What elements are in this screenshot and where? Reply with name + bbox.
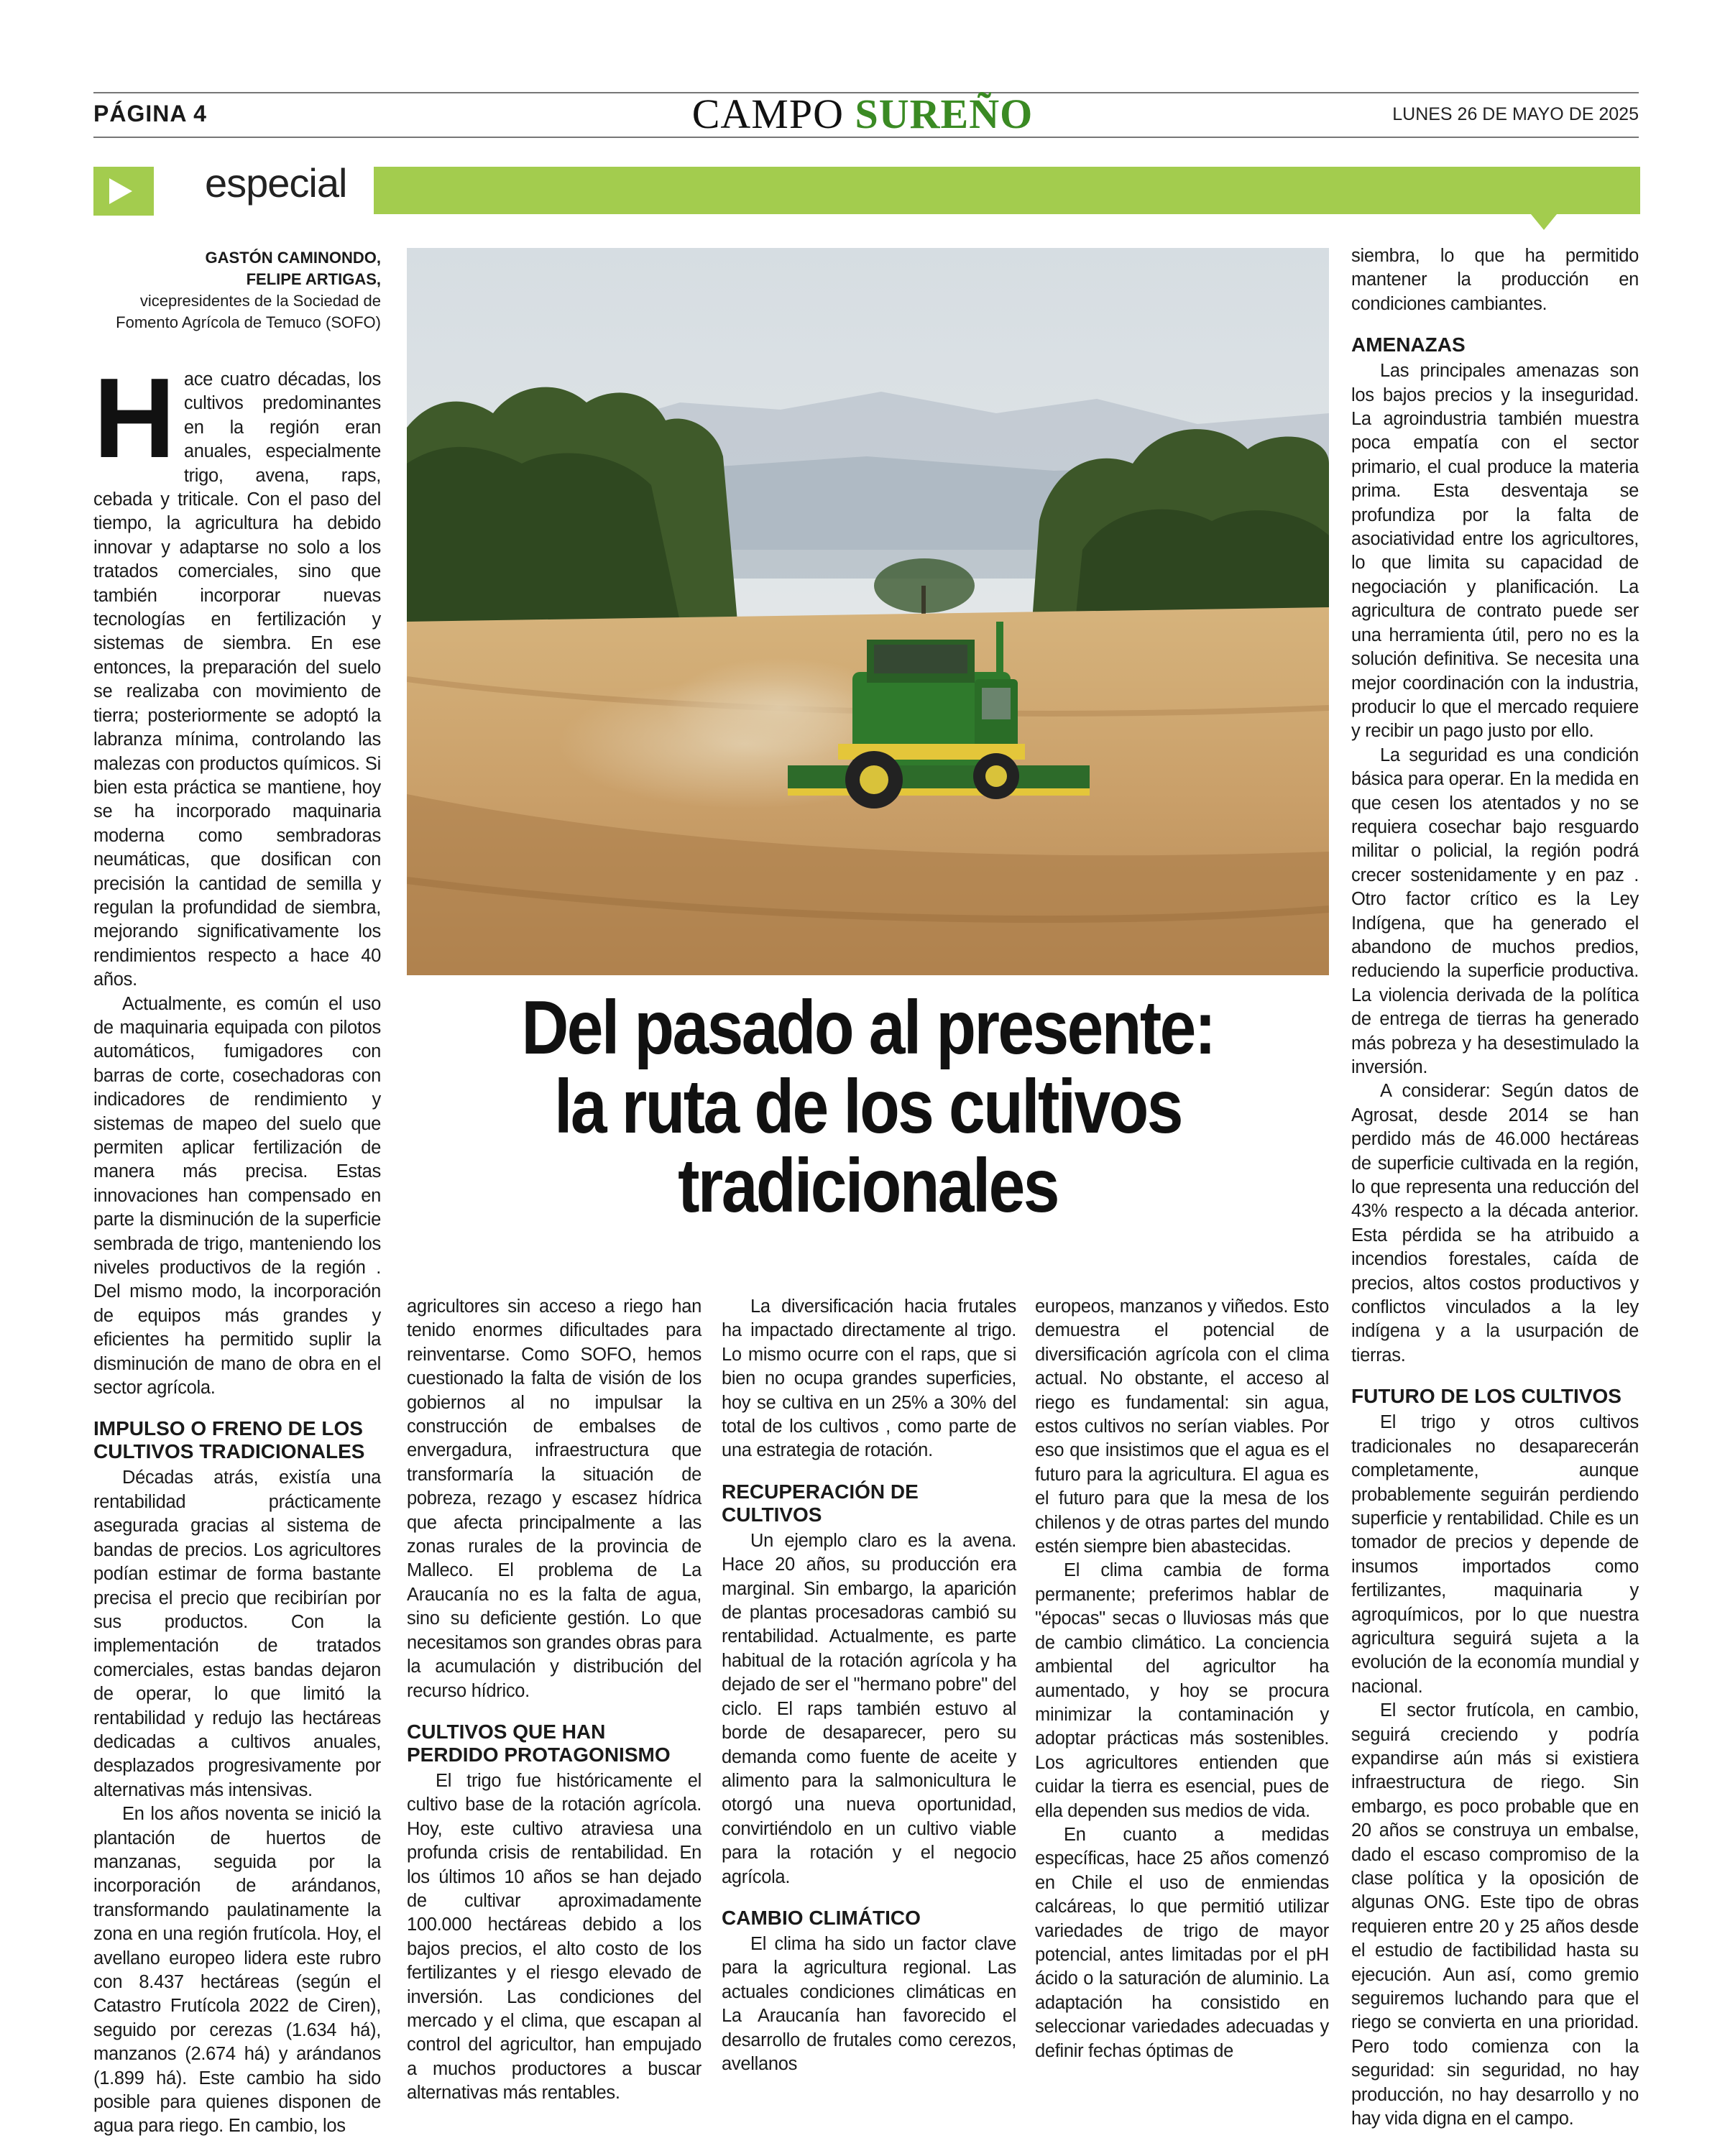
paragraph: El trigo y otros cultivos tradicionales no desaparecerán completamente, aunque probablemente seguirán perdiendo superficie y rentabilidad. Chile es un tomador de precios y depende de insumos importados como fertilizantes, maquinaria y agroquímicos, por lo que nuestra agricultura seguirá sujeta a la evolución de la economía mundial y nacional.: [1351, 1412, 1639, 1697]
section-heading: CAMBIO CLIMÁTICO: [722, 1906, 921, 1929]
article-column-4: [1035, 1295, 1329, 2063]
paragraph: Actualmente, es común el uso de maquinaria equipada con pilotos automáticos, fumigadores con barras de corte, cosechadoras con indicadores de rendimiento y sistemas de mapeo del suelo que permiten aplicar fertilización de manera más precisa. Estas innovaciones han compensado en parte la disminución de la superficie sembrada de trigo, manteniendo los niveles productivos de la región . Del mismo modo, la incorporación de equipos más grandes y eficientes ha permitido suplir la disminución de mano de obra en el sector agrícola.: [93, 993, 381, 1399]
byline-role: vicepresidentes de la Sociedad de Fomento Agrícola de Temuco (SOFO): [116, 292, 381, 331]
section-heading: CULTIVOS QUE HAN PERDIDO PROTAGONISMO: [407, 1720, 671, 1766]
paragraph: A considerar: Según datos de Agrosat, desde 2014 se han perdido más de 46.000 hectáreas de superficie cultivada en la región, lo que representa una reducción del 43% respecto a la década anterior. Esta pérdida se ha atribuido a incendios forestales, caída de precios, altos costos productivos y conflictos vinculados a la ley indígena y a la usurpación de tierras.: [1351, 1081, 1639, 1365]
paragraph-text: ace cuatro décadas, los cultivos predominantes en la región eran anuales, especialmente trigo, avena, raps, cebada y triticale. Con el paso del tiempo, la agricultura ha debido innovar y adaptarse no solo a los tratados comerciales, sino que también incorporar nuevas tecnologías en fertilización y sistemas de siembra. En ese entonces, la preparación del suelo se realizaba con movimiento de tierra; posteriormente se adoptó la labranza mínima, controlando las malezas con productos químicos. Si bien esta práctica se mantiene, hoy se ha incorporado maquinaria moderna como sembradoras neumáticas, que dosifican con precisión la cantidad de semilla y regulan la profundidad de siembra, mejorando significativamente los rendimientos respecto a hace 40 años.: [93, 369, 381, 990]
byline-author-2: FELIPE ARTIGAS,: [246, 270, 381, 288]
article-title: [472, 985, 1264, 1228]
paragraph: Un ejemplo claro es la avena. Hace 20 años, su producción era marginal. Sin embargo, la aparición de plantas procesadoras cambió su rentabilidad. Actualmente, es parte habitual de la rotación agrícola y ha dejado de ser el "hermano pobre" del ciclo. El raps también estuvo al borde de desaparecer, pero su demanda como fuente de aceite y alimento para la salmonicultura le otorgó una nueva oportunidad, convirtiéndolo en un cultivo viable para la rotación y el negocio agrícola.: [722, 1530, 1016, 1887]
article-column-1: [93, 355, 381, 2139]
masthead-part2: SUREÑO: [855, 91, 1034, 137]
paragraph: En los años noventa se inició la plantación de huertos de manzanas, seguida por la incorporación de arándanos, transformando paulatinamente la zona en una región frutícola. Hoy, el avellano europeo lidera este rubro con 8.437 hectáreas (según el Catastro Frutícola 2022 de Ciren), seguido por cerezas (1.634 há), manzanos (2.674 há) y arándanos (1.899 há). Este cambio ha sido posible para quienes disponen de agua para riego. En cambio, los: [93, 1804, 381, 2137]
paragraph: La diversificación hacia frutales ha impactado directamente al trigo. Lo mismo ocurre con el raps, que si bien no ocupa grandes superficies, hoy se cultiva en un 25% a 30% del total de los cultivos , como parte de una estrategia de rotación.: [722, 1296, 1016, 1461]
article-column-3: [722, 1295, 1016, 2076]
article-column-2: [407, 1295, 702, 2106]
paragraph: Décadas atrás, existía una rentabilidad prácticamente asegurada gracias al sistema de bandas de precios. Los agricultores podían estimar de forma bastante precisa el precio que recibirían por sus productos. Con la implementación de tratados comerciales, estas bandas dejaron de operar, lo que limitó la rentabilidad y redujo las hectáreas dedicadas a cultivos anuales, desplazados progresivamente por alternativas más intensivas.: [93, 1468, 381, 1800]
title-line-3: tradicionales: [678, 1143, 1058, 1228]
header-bottom-rule: [93, 137, 1639, 138]
section-heading: RECUPERACIÓN DE CULTIVOS: [722, 1480, 919, 1526]
section-band-notch: [1531, 214, 1557, 230]
paragraph: Las principales amenazas son los bajos precios y la inseguridad. La agroindustria también muestra poca empatía con el sector primario, el cual produce la materia prima. Esta desventaja se profundiza por la falta de asociatividad entre los agricultores, lo que limita su capacidad de negociación y planificación. La agricultura de contrato puede ser una herramienta útil, pero no es la solución definitiva. Se necesita una mejor coordinación con la industria, producir lo que el mercado requiere y recibir un pago justo por ello.: [1351, 361, 1639, 742]
byline-author-1: GASTÓN CAMINONDO,: [205, 249, 381, 267]
title-line-1: Del pasado al presente:: [521, 985, 1215, 1070]
paragraph: El sector frutícola, en cambio, seguirá creciendo y podría expandirse aún más si existiera infraestructura de riego. Sin embargo, es poco probable que en 20 años se construya un embalse, dado el escaso compromiso de la clase política y la oposición de algunas ONG. Este tipo de obras requieren entre 20 y 25 años desde el estudio de factibilidad hasta su ejecución. Aun así, como gremio seguiremos luchando para que el riego se convierta en una prioridad. Pero todo comienza con la seguridad: sin seguridad, no hay producción, no hay desarrollo y no hay vida digna en el campo.: [1351, 1700, 1639, 2129]
paragraph: El clima ha sido un factor clave para la agricultura regional. Las actuales condiciones climáticas en La Araucanía han favorecido el desarrollo de frutales como cerezos, avellanos: [722, 1933, 1016, 2074]
paragraph: En cuanto a medidas específicas, hace 25 años comenzó en Chile el uso de enmiendas calcáreas, lo que permitió utilizar variedades de trigo de mayor potencial, antes limitadas por el pH ácido o la saturación de aluminio. La adaptación ha consistido en seleccionar variedades adecuadas y definir fechas óptimas de: [1035, 1824, 1329, 2061]
article-column-5: [1351, 244, 1639, 2131]
harvest-photo: [407, 248, 1329, 975]
paragraph: agricultores sin acceso a riego han tenido enormes dificultades para reinventarse. Como SOFO, hemos cuestionado la falta de visión de los gobiernos al no impulsar la construcción de embalses de envergadura, infraestructura que transformaría la situación de pobreza, rezago y escasez hídrica que afecta principalmente a las zonas rurales de la provincia de Malleco. El problema de La Araucanía no es la falta de agua, sino su deficiente gestión. Lo que necesitamos son grandes obras para la acumulación y distribución del recurso hídrico.: [407, 1296, 702, 1701]
play-arrow-icon: [109, 178, 132, 204]
section-label: especial: [205, 160, 347, 206]
title-line-2: la ruta de los cultivos: [554, 1064, 1182, 1149]
masthead-part1: CAMPO: [691, 91, 845, 137]
section-heading: AMENAZAS: [1351, 333, 1466, 356]
page-number: PÁGINA 4: [93, 101, 207, 126]
paragraph: [93, 355, 381, 992]
issue-date: LUNES 26 DE MAYO DE 2025: [1392, 104, 1639, 124]
section-heading: IMPULSO O FRENO DE LOS CULTIVOS TRADICIONALES: [93, 1417, 365, 1463]
section-heading: FUTURO DE LOS CULTIVOS: [1351, 1385, 1622, 1408]
paragraph: europeos, manzanos y viñedos. Esto demuestra el potencial de diversificación agrícola con el clima actual. No obstante, el acceso al riego es fundamental: sin agua, estos cultivos no serían viables. Por eso que insistimos que el agua es el futuro para la agricultura. El agua es el futuro para que la mesa de los chilenos y de otras partes del mundo estén siempre bien abastecidas.: [1035, 1296, 1329, 1557]
paragraph: El trigo fue históricamente el cultivo base de la rotación agrícola. Hoy, este cultivo atraviesa una profunda crisis de rentabilidad. En los últimos 10 años se han dejado de cultivar aproximadamente 100.000 hectáreas debido a los bajos precios, el alto costo de los fertilizantes y el riesgo elevado de inversión. Las condiciones del mercado y el clima, que escapan al control del agricultor, han empujado a muchos productores a buscar alternativas más rentables.: [407, 1770, 702, 2104]
section-band: [374, 167, 1640, 214]
paragraph: La seguridad es una condición básica para operar. En la medida en que cesen los atentados y no se requiera cosechar bajo resguardo militar o policial, la región podrá crecer sostenidamente y en paz . Otro factor crítico es la Ley Indígena, que ha generado el abandono de muchos predios, reduciendo la superficie productiva. La violencia derivada de la política de entrega de tierras ha generado más pobreza y ha desestimulado la inversión.: [1351, 745, 1639, 1077]
drop-cap: H: [93, 355, 175, 482]
combine-harvester-illustration: [407, 248, 1329, 975]
byline: [93, 247, 381, 333]
paragraph: siembra, lo que ha permitido mantener la producción en condiciones cambiantes.: [1351, 246, 1639, 314]
paragraph: El clima cambia de forma permanente; preferimos hablar de "épocas" secas o lluviosas más que de cambio climático. La conciencia ambiental del agricultor ha aumentado, y hoy se procura minimizar la contaminación y adoptar prácticas más sostenibles. Los agricultores entienden que cuidar la tierra es esencial, pues de ella dependen sus medios de vida.: [1035, 1560, 1329, 1821]
